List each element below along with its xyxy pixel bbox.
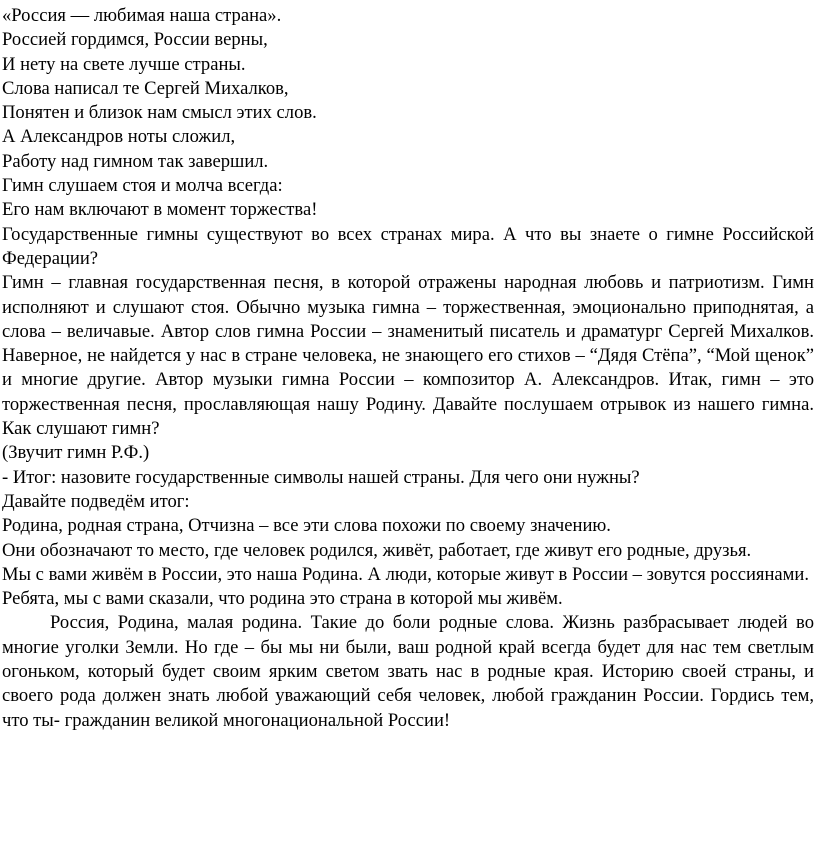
summary-question: - Итог: назовите государственные символы нашей страны. Для чего они нужны? xyxy=(2,466,640,488)
poem-line: «Россия — любимая наша страна». xyxy=(2,5,282,26)
poem-line: Россией гордимся, России верны, xyxy=(2,29,268,51)
russians-paragraph: Мы с вами живём в России, это наша Родина. А люди, которые живут в России – зовутся россиянами. xyxy=(2,563,810,585)
summary-intro: Давайте подведём итог: xyxy=(2,490,190,512)
poem-line: И нету на свете лучше страны. xyxy=(2,53,246,75)
meaning-paragraph: Они обозначают то место, где человек родился, живёт, работает, где живут его родные, друзья. xyxy=(2,539,752,561)
poem xyxy=(2,4,814,223)
poem-line: Гимн слушаем стоя и молча всегда: xyxy=(2,175,283,197)
poem-line: Слова написал те Сергей Михалков, xyxy=(2,77,289,99)
poem-line: А Александров ноты сложил, xyxy=(2,126,236,148)
kids-paragraph: Ребята, мы с вами сказали, что родина это страна в которой мы живём. xyxy=(2,588,563,610)
poem-line: Его нам включают в момент торжества! xyxy=(2,199,318,221)
anthem-plays-note: (Звучит гимн Р.Ф.) xyxy=(2,442,150,464)
closing-paragraph: Россия, Родина, малая родина. Такие до боли родные слова. Жизнь разбрасывает людей во многие уголки Земли. Но где – бы мы ни были, ваш родной край всегда будет для нас тем светлым огоньком, который будет своим ярким светом звать нас в родные края. Историю своей страны, и своего рода должен знать любой уважающий себя человек, любой гражданин России. Гордись тем, что ты- гражданин великой многонациональной России! xyxy=(2,612,814,731)
question-paragraph: Государственные гимны существуют во всех странах мира. А что вы знаете о гимне Российской Федерации? xyxy=(2,223,814,269)
anthem-info-paragraph: Гимн – главная государственная песня, в которой отражены народная любовь и патриотизм. Гимн исполняют и слушают стоя. Обычно музыка гимна – торжественная, эмоционально приподнятая, а слова – величавые. Автор слов гимна России – знаменитый писатель и драматург Сергей Михалков. Наверное, не найдется у нас в стране человека, не знающего его стихов – “Дядя Стёпа”, “Мой щенок” и многие другие. Автор музыки гимна России – композитор А. Александров. Итак, гимн – это торжественная песня, прославляющая нашу Родину. Давайте послушаем отрывок из нашего гимна. Как слушают гимн? xyxy=(2,272,814,440)
poem-line: Работу над гимном так завершил. xyxy=(2,150,269,172)
poem-line: Понятен и близок нам смысл этих слов. xyxy=(2,102,317,124)
motherland-words-paragraph: Родина, родная страна, Отчизна – все эти слова похожи по своему значению. xyxy=(2,515,611,537)
